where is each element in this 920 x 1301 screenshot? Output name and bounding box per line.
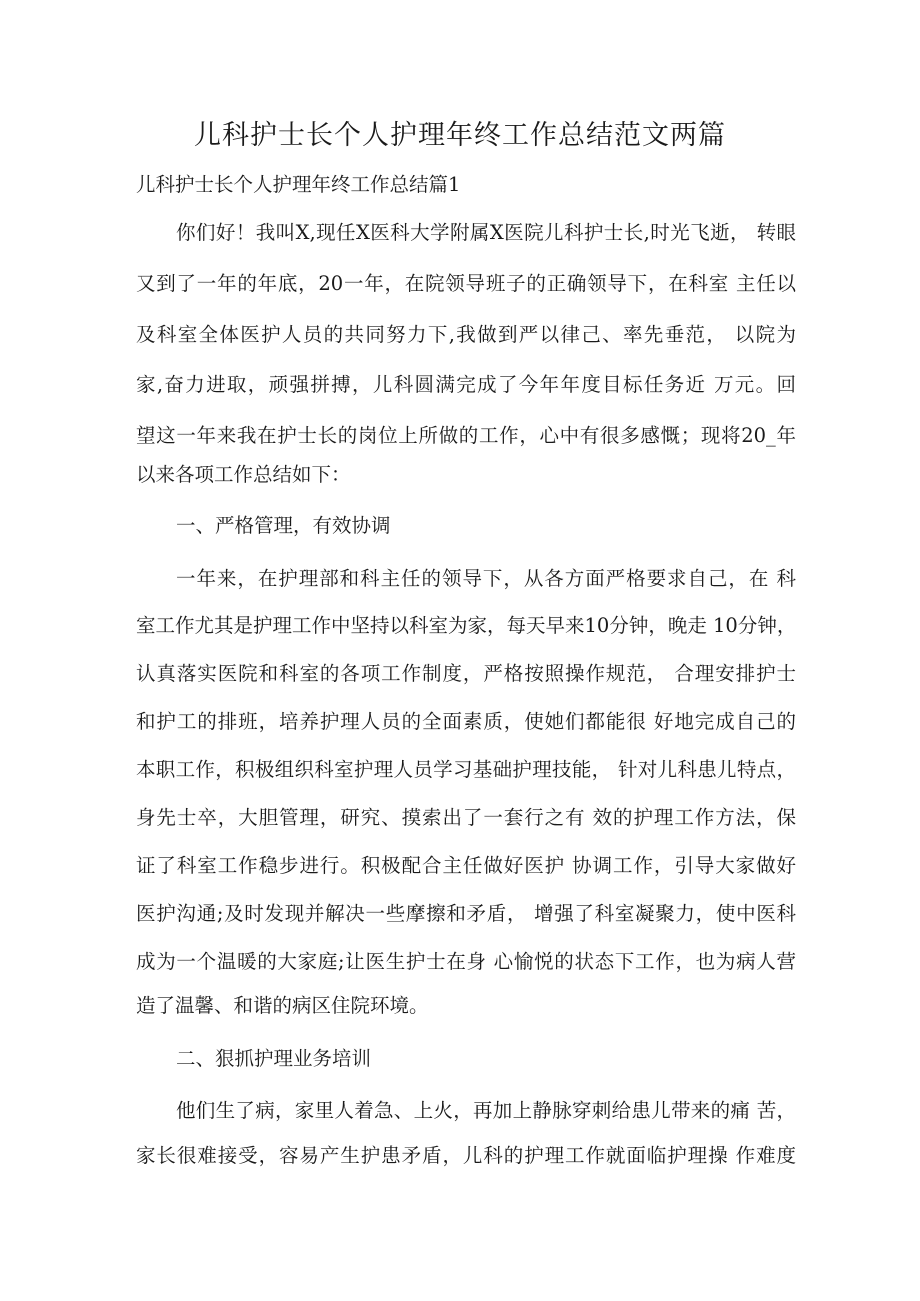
paragraph-line: 和护工的排班，培养护理人员的全面素质，使她们都能很 好地完成自己的 (136, 710, 796, 733)
paragraph-line: 望这一年来我在护士长的岗位上所做的工作，心中有很多感慨；现将20_年 (136, 424, 796, 447)
paragraph-line: 以来各项工作总结如下： (136, 463, 351, 486)
document-subtitle: 儿科护士长个人护理年终工作总结篇1 (136, 173, 461, 196)
paragraph-line: 证了科室工作稳步进行。积极配合主任做好医护 协调工作，引导大家做好 (136, 854, 796, 877)
paragraph-line: 身先士卒，大胆管理，研究、摸索出了一套行之有 效的护理工作方法，保 (136, 806, 796, 829)
paragraph-line: 医护沟通;及时发现并解决一些摩擦和矛盾， 增强了科室凝聚力，使中医科 (136, 902, 796, 925)
paragraph-line: 室工作尤其是护理工作中坚持以科室为家，每天早来10分钟，晚走 10分钟， (136, 614, 796, 637)
paragraph-line: 家长很难接受，容易产生护患矛盾，儿科的护理工作就面临护理操 作难度 (136, 1144, 796, 1167)
section-heading: 一、严格管理，有效协调 (176, 514, 391, 537)
paragraph-line: 认真落实医院和科室的各项工作制度，严格按照操作规范， 合理安排护士 (136, 662, 796, 685)
paragraph-line: 及科室全体医护人员的共同努力下,我做到严以律己、率先垂范， 以院为 (136, 323, 796, 346)
paragraph-line: 一年来，在护理部和科主任的领导下，从各方面严格要求自己，在 科 (176, 567, 796, 590)
paragraph-line: 造了温馨、和谐的病区住院环境。 (136, 994, 429, 1017)
paragraph-line: 他们生了病，家里人着急、上火，再加上静脉穿刺给患儿带来的痛 苦， (176, 1099, 796, 1122)
paragraph-line: 家,奋力进取，顽强拼搏，儿科圆满完成了今年年度目标任务近 万元。回 (136, 373, 796, 396)
paragraph-line: 又到了一年的年底，20一年，在院领导班子的正确领导下，在科室 主任以 (136, 272, 796, 295)
paragraph-line: 成为一个温暖的大家庭;让医生护士在身 心愉悦的状态下工作，也为病人营 (136, 950, 796, 973)
document-title: 儿科护士长个人护理年终工作总结范文两篇 (194, 120, 726, 151)
section-heading: 二、狠抓护理业务培训 (176, 1047, 372, 1070)
paragraph-line: 你们好！我叫X,现任X医科大学附属X医院儿科护士长,时光飞逝， 转眼 (176, 221, 796, 244)
paragraph-line: 本职工作，积极组织科室护理人员学习基础护理技能， 针对儿科患儿特点， (136, 758, 796, 781)
